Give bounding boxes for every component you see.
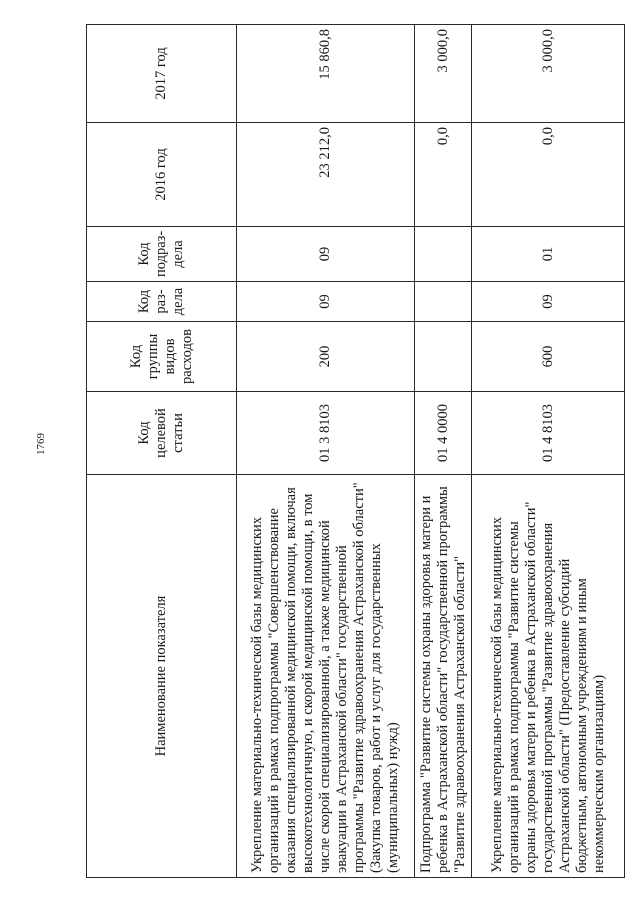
row-amount-2016: 0,0 <box>415 123 472 227</box>
row-section: 09 <box>472 282 625 322</box>
row-name: Укрепление материально-технической базы медицинских организаций в рамках подпрограммы "Развитие системы охраны здоровья матери и ребенка в Астраханской области" государственной программы "Развитие здравоохранения Астраханской области" (Предоставление субсидий бюджетным, автономным учреждениям и иным некоммерческим организациям) <box>472 475 625 878</box>
row-amount-2016: 0,0 <box>472 123 625 227</box>
row-amount-2017: 3 000,0 <box>415 25 472 123</box>
header-section: Код раз-дела <box>87 282 237 322</box>
table-row <box>472 25 625 878</box>
header-subsection: Код подраз-дела <box>87 227 237 282</box>
row-section <box>415 282 472 322</box>
row-amount-2017: 3 000,0 <box>472 25 625 123</box>
header-year-2017: 2017 год <box>87 25 237 123</box>
row-expense-group: 600 <box>472 322 625 392</box>
row-target-code: 01 4 0000 <box>415 392 472 475</box>
row-name: Укрепление материально-технической базы медицинских организаций в рамках подпрограммы "Совершенствование оказания специализированной медицинской помощи, включая высокотехнологичную, и скорой медицинской помощи, в том числе скорой специализированной, а также медицинской эвакуации в Астраханской области" государственной программы "Развитие здравоохранения Астраханской области" (Закупка товаров, работ и услуг для государственных (муниципальных) нужд) <box>237 475 415 878</box>
row-subsection: 01 <box>472 227 625 282</box>
row-amount-2016: 23 212,0 <box>237 123 415 227</box>
row-target-code: 01 4 8103 <box>472 392 625 475</box>
budget-table <box>86 24 625 878</box>
header-year-2016: 2016 год <box>87 123 237 227</box>
row-expense-group <box>415 322 472 392</box>
header-name: Наименование показателя <box>87 475 237 878</box>
header-target-code: Код целевой статьи <box>87 392 237 475</box>
table-header-row <box>87 25 237 878</box>
table-row <box>237 25 415 878</box>
row-target-code: 01 3 8103 <box>237 392 415 475</box>
page-number: 1769 <box>35 433 47 455</box>
rotated-page-content <box>86 25 624 878</box>
row-expense-group: 200 <box>237 322 415 392</box>
table-row <box>415 25 472 878</box>
header-expense-group: Код группы видов расходов <box>87 322 237 392</box>
row-amount-2017: 15 860,8 <box>237 25 415 123</box>
row-subsection <box>415 227 472 282</box>
row-section: 09 <box>237 282 415 322</box>
row-subsection: 09 <box>237 227 415 282</box>
row-name: Подпрограмма "Развитие системы охраны здоровья матери и ребенка в Астраханской области" государственной программы "Развитие здравоохранения Астраханской области" <box>415 475 472 878</box>
